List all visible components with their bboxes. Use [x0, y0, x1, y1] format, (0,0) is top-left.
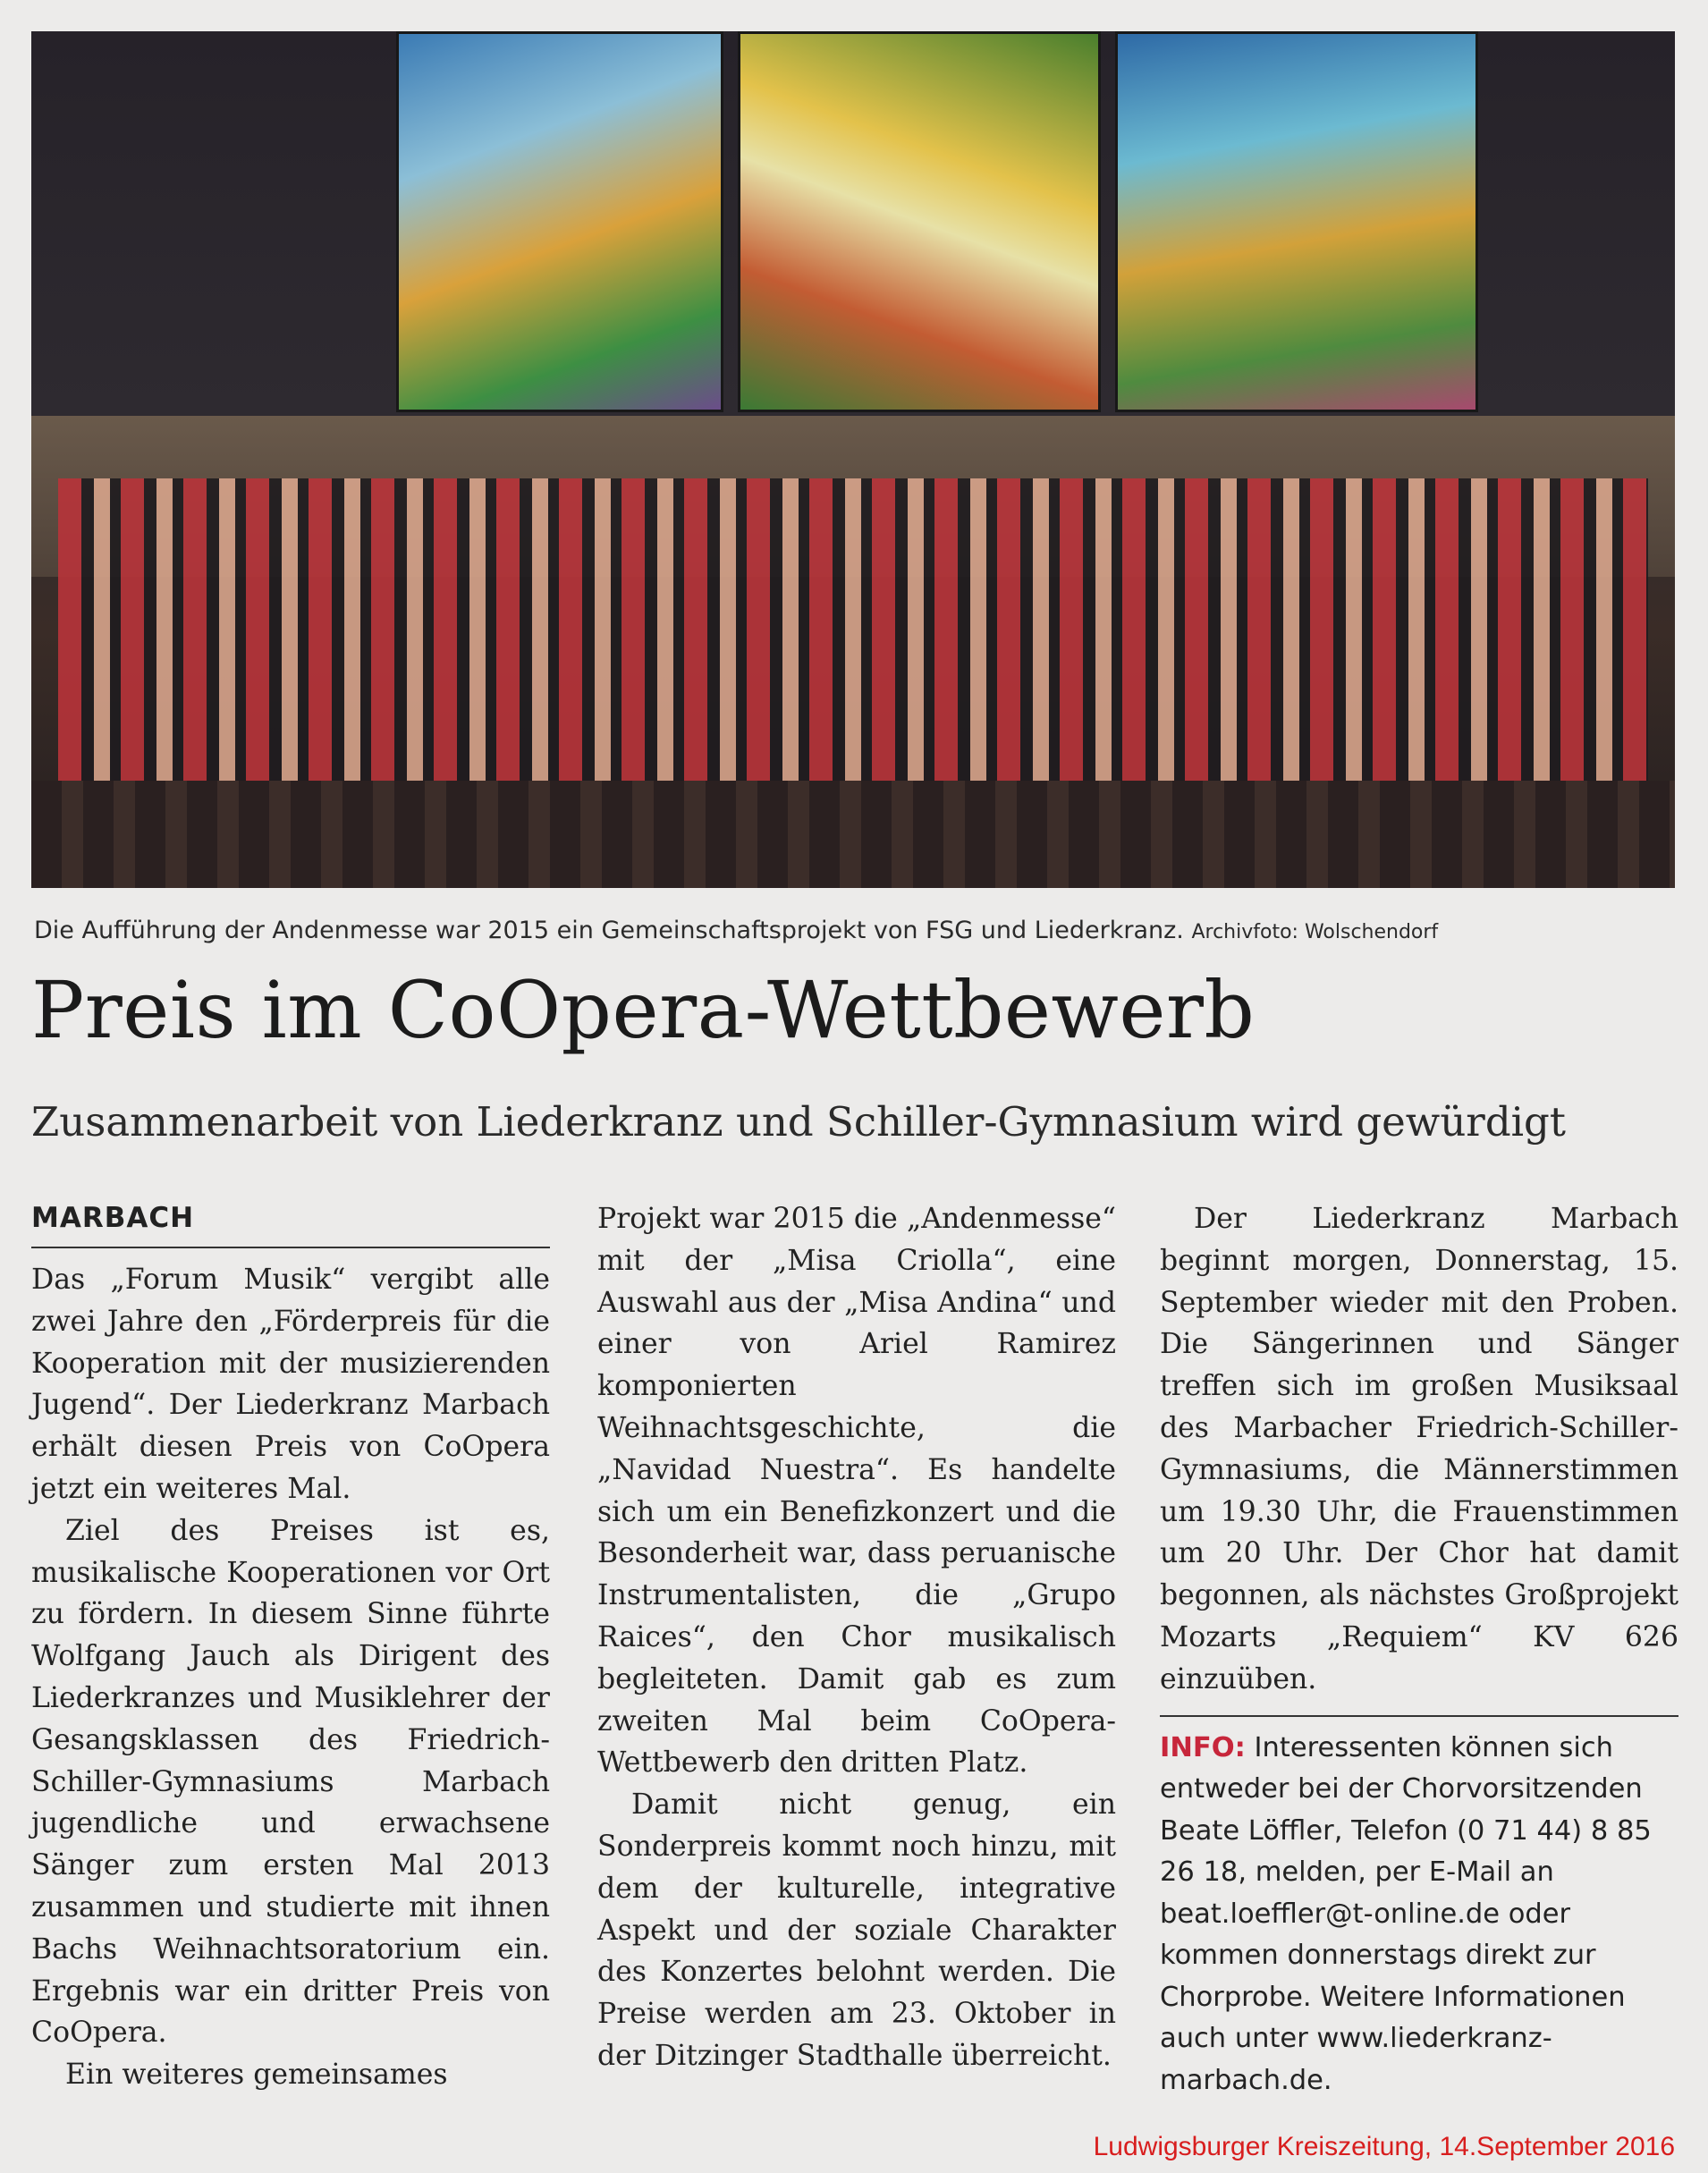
info-text: Interessenten können sich entweder bei der Chorvorsitzenden Beate Löffler, Telefon (0 71 44) 8 85 26 18, melden, per E-Mail an beat.loeffler@t-online.de oder kommen donnerstags direkt zur Chorprobe. Weitere Informationen auch unter www.liederkranz-marbach.de. — [1160, 1731, 1652, 2096]
paragraph: Der Liederkranz Marbach beginnt morgen, Donnerstag, 15. September wieder mit den Proben. Die Sängerinnen und Sänger treffen sich im großen Musiksaal des Marbacher Friedrich-Schiller-Gymnasiums, die Männerstimmen um 19.30 Uhr, die Frauenstimmen um 20 Uhr. Der Chor hat damit begonnen, als nächstes Großprojekt Mozarts „Requiem“ KV 626 einzuüben. — [1160, 1203, 1678, 1695]
column-2 — [597, 1198, 1116, 2077]
paragraph: Ziel des Preises ist es, musikalische Kooperationen vor Ort zu fördern. In diesem Sinne führte Wolfgang Jauch als Dirigent des Liederkranzes und Musiklehrer der Gesangsklassen des Friedrich-Schiller-Gymnasiums Marbach jugendliche und erwachsene Sänger zum ersten Mal 2013 zusammen und studierte mit ihnen Bachs Weihnachtsoratorium ein. Ergebnis war ein dritter Preis von CoOpera. — [31, 1514, 550, 2050]
article-photo — [31, 31, 1675, 888]
choir-on-stage — [58, 478, 1648, 782]
paragraph: Das „Forum Musik“ vergibt alle zwei Jahre den „Förderpreis für die Kooperation mit der musizierenden Jugend“. Der Liederkranz Marbach erhält diesen Preis von CoOpera jetzt ein weiteres Mal. — [31, 1264, 550, 1505]
column-3 — [1160, 1198, 1678, 2101]
info-box — [1160, 1715, 1678, 2102]
paragraph: Ein weiteres gemeinsames — [65, 2059, 448, 2092]
paragraph: Damit nicht genug, ein Sonderpreis kommt noch hinzu, mit dem der kulturelle, integrative Aspekt und der soziale Charakter des Konzertes belohnt werden. Die Preise werden am 23. Oktober in der Ditzinger Stadthalle überreicht. — [597, 1788, 1116, 2072]
mural-panel-right — [1115, 31, 1478, 412]
audience — [31, 781, 1675, 888]
info-label: INFO: — [1160, 1731, 1246, 1763]
column-1 — [31, 1198, 550, 2096]
photo-credit: Archivfoto: Wolschendorf — [1191, 921, 1439, 943]
subheadline: Zusammenarbeit von Liederkranz und Schiller-Gymnasium wird gewürdigt — [31, 1098, 1566, 1146]
photo-caption — [34, 917, 1679, 944]
dateline: MARBACH — [31, 1198, 550, 1248]
source-citation: Ludwigsburger Kreiszeitung, 14.September 2016 — [1093, 2132, 1675, 2161]
headline: Preis im CoOpera-Wettbewerb — [31, 964, 1256, 1056]
mural-panel-center — [738, 31, 1101, 412]
mural-panel-left — [396, 31, 723, 412]
caption-text: Die Aufführung der Andenmesse war 2015 ein Gemeinschaftsprojekt von FSG und Liederkranz. — [34, 917, 1184, 944]
paragraph: Projekt war 2015 die „Andenmesse“ mit der „Misa Criolla“, eine Auswahl aus der „Misa Andina“ und einer von Ariel Ramirez komponierten Weihnachtsgeschichte, die „Navidad Nuestra“. Es handelte sich um ein Benefizkonzert und die Besonderheit war, dass peruanische Instrumentalisten, die „Grupo Raices“, den Chor musikalisch begleiteten. Damit gab es zum zweiten Mal beim CoOpera-Wettbewerb den dritten Platz. — [597, 1203, 1116, 1780]
